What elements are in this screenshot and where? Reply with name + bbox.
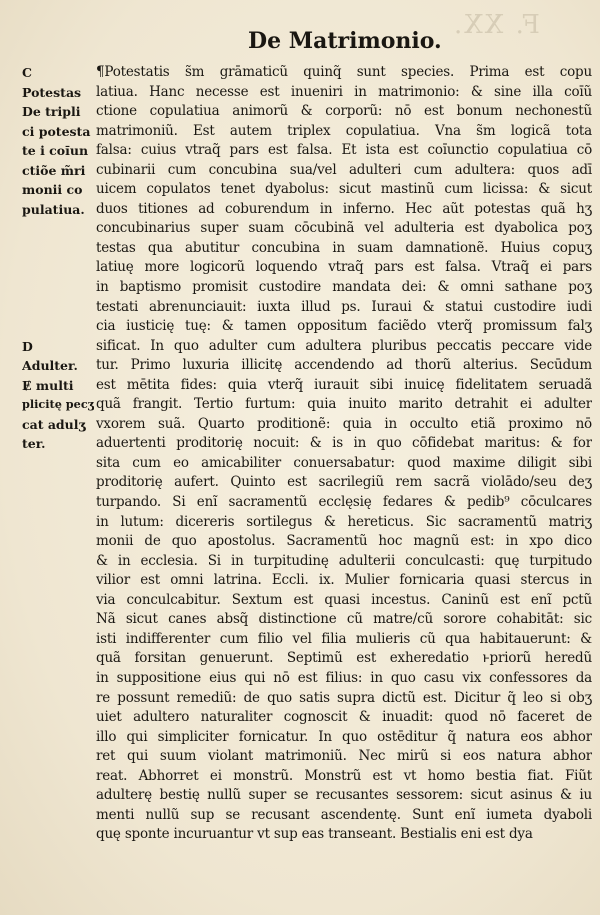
text-line	[22, 552, 592, 572]
text-line	[22, 239, 592, 259]
page-body	[22, 63, 592, 845]
text-line	[22, 747, 592, 767]
line-text: vilior est omni latrina. Eccli. ix. Mulier fornicaria quasi stercus in	[96, 572, 592, 589]
line-text: turpando. Si enĩ sacramentũ ecclęsię fedares & pedib⁹ cōculcares	[96, 494, 592, 511]
margin-note: Potestas	[22, 84, 82, 100]
line-text: via conculcabitur. Sextum est quasi incestus. Caninũ est enĩ pctũ	[96, 591, 592, 608]
text-line	[22, 610, 592, 630]
line-text: proditorię aufert. Quinto est sacrilegiũ rem sacrã violādo/seu deʒ	[96, 474, 592, 491]
text-line	[22, 532, 592, 552]
text-line	[22, 200, 592, 220]
text-line	[22, 141, 592, 161]
running-header: De Matrimonio.	[248, 28, 442, 54]
line-text: est mētita fides: quia vterq̃ iurauit sibi inuicę fidelitatem seruadã	[96, 376, 592, 393]
line-text: adulterę bestię nullũ super se recusantes sessorem: sicut asinus & iu	[96, 787, 592, 804]
text-line	[22, 219, 592, 239]
line-text: latiuę more logicorũ loquendo vtraq̃ pars est falsa. Vtraq̃ ei pars	[96, 259, 592, 276]
line-text: falsa: cuius vtraq̃ pars est falsa. Et ista est coı̄unctio copulatiua cō	[96, 142, 592, 159]
margin-note: cat adulʒ	[22, 416, 86, 432]
text-line	[22, 180, 592, 200]
text-line	[22, 708, 592, 728]
line-text: in baptismo promisit custodire mandata dei: & omni sathane poʒ	[96, 279, 592, 296]
line-text: in suppositione eius qui nō est filius: in quo casu vix confessores da	[96, 669, 592, 686]
text-line	[22, 317, 592, 337]
line-text: monii de quo apostolus. Sacramentũ hoc magnũ est: in xpo dico	[96, 533, 592, 550]
text-line	[22, 278, 592, 298]
text-line	[22, 473, 592, 493]
text-line	[22, 102, 592, 122]
line-text: illo qui simpliciter fornicatur. In quo ostēditur q̃ natura eos abhor	[96, 728, 592, 745]
line-text: re possunt remediũ: de quo satis supra dictũ est. Dicitur q̃ leo si obʒ	[96, 689, 592, 706]
text-line	[22, 767, 592, 787]
text-line	[22, 356, 592, 376]
text-line	[22, 591, 592, 611]
text-line	[22, 122, 592, 142]
margin-note: Adulter.	[22, 358, 78, 374]
text-line	[22, 571, 592, 591]
text-line	[22, 806, 592, 826]
text-line	[22, 669, 592, 689]
text-line	[22, 395, 592, 415]
margin-note: ter.	[22, 436, 46, 452]
line-text: duos titiones ad coburendum in inferno. Hec aũt potestas quã hʒ	[96, 200, 592, 217]
margin-note: plicitę pecʒ	[22, 397, 94, 412]
text-line	[22, 258, 592, 278]
line-text: quã frangit. Tertio furtum: quia inuito marito detrahit ei adulter	[96, 396, 592, 413]
text-line	[22, 513, 592, 533]
margin-note: D	[22, 338, 33, 354]
line-text: sita cum eo amicabiliter conuersabatur: quod maxime diligit sibi	[96, 454, 592, 471]
line-text: ctione copulatiua animorũ & corporũ: nō est bonum nechonestũ	[96, 103, 592, 120]
line-text: vxorem suã. Quarto proditionẽ: quia in occulto etiã proximo nō	[96, 415, 592, 432]
text-line	[22, 376, 592, 396]
line-text: reat. Abhorret ei monstrũ. Monstrũ est vt homo bestia fiat. Fiũt	[96, 767, 592, 784]
text-line	[22, 415, 592, 435]
line-text: quã forsitan genuerunt. Septimũ est exheredatio ͱpriorũ heredũ	[96, 650, 592, 667]
line-text: in lutum: dicereris sortilegus & hereticus. Sic sacramentũ matriʒ	[96, 513, 592, 530]
line-text: Nã sicut canes absq̃ distinctione cũ matre/cũ sorore cohabitāt: sic	[96, 611, 592, 628]
margin-note: pulatiua.	[22, 201, 85, 217]
margin-note: ci potesta	[22, 123, 91, 139]
margin-note: C	[22, 65, 32, 80]
line-text: uiet adultero naturaliter cognoscit & inuadit: quod nō faceret de	[96, 709, 592, 726]
text-line	[22, 337, 592, 357]
margin-note: te i coı̄un	[22, 143, 89, 159]
line-text: & in ecclesia. Si in turpitudinę adulterii conculcasti: quę turpitudo	[96, 552, 592, 569]
text-line	[22, 298, 592, 318]
text-line	[22, 161, 592, 181]
line-text: ¶Potestatis s̃m grāmaticũ quinq̃ sunt species. Prima est copu	[96, 64, 592, 80]
line-text: tur. Primo luxuria illicitę accendendo ad thorũ alterius. Secūdum	[96, 357, 592, 374]
line-text: quę sponte incuruantur vt sup eas transeant. Bestialis eni est dya	[96, 826, 533, 843]
text-line	[22, 493, 592, 513]
text-line	[22, 786, 592, 806]
line-text: concubinarius super suam cōcubinã vel adulteria est dyabolica poʒ	[96, 220, 592, 237]
bleed-through-text: F. XX.	[452, 10, 540, 40]
line-text: uicem copulatos tenet dyabolus: sicut mastinũ cum licissa: & sicut	[96, 181, 592, 198]
margin-note: monii co	[22, 182, 83, 198]
line-text: sificat. In quo adulter cum adultera pluribus peccatis peccare vide	[96, 337, 592, 354]
margin-note: De tripli	[22, 104, 81, 120]
text-line	[22, 83, 592, 103]
line-text: menti nullũ sup se recusant ascendentę. Sunt enĩ iumeta dyaboli	[96, 806, 592, 823]
line-text: cia iusticię tuę: & tamen oppositum faciẽdo vterq̃ promissum falʒ	[96, 318, 592, 335]
text-line	[22, 630, 592, 650]
text-line	[22, 689, 592, 709]
line-text: isti indifferenter cum filio vel filia mulieris cũ qua habitauerunt: &	[96, 630, 592, 647]
margin-note: ctiõe m̃ri	[22, 162, 86, 178]
text-line	[22, 434, 592, 454]
text-line	[22, 728, 592, 748]
text-line	[22, 825, 592, 845]
line-text: latiua. Hanc necesse est inueniri in matrimonio: & sine illa coı̄ũ	[96, 83, 592, 100]
text-line	[22, 649, 592, 669]
line-text: cubinarii cum concubina sua/vel adulteri cum adultera: quos adī	[96, 161, 592, 178]
text-line	[22, 63, 592, 83]
margin-note: Ɇ multi	[22, 377, 74, 393]
line-text: testati abrenunciauit: iuxta illud ps. Iuraui & statui custodire iudi	[96, 298, 592, 315]
line-text: aduertenti proditorię nocuit: & is in quo cōfidebat maritus: & for	[96, 435, 592, 452]
text-line	[22, 454, 592, 474]
line-text: ret qui suum violant matrimoniũ. Nec mirũ si eos natura abhor	[96, 748, 592, 765]
line-text: matrimoniũ. Est autem triplex copulatiua. Vna s̃m logicã tota	[96, 122, 592, 139]
line-text: testas qua abutitur concubina in suam damnationẽ. Huius copuʒ	[96, 239, 592, 256]
